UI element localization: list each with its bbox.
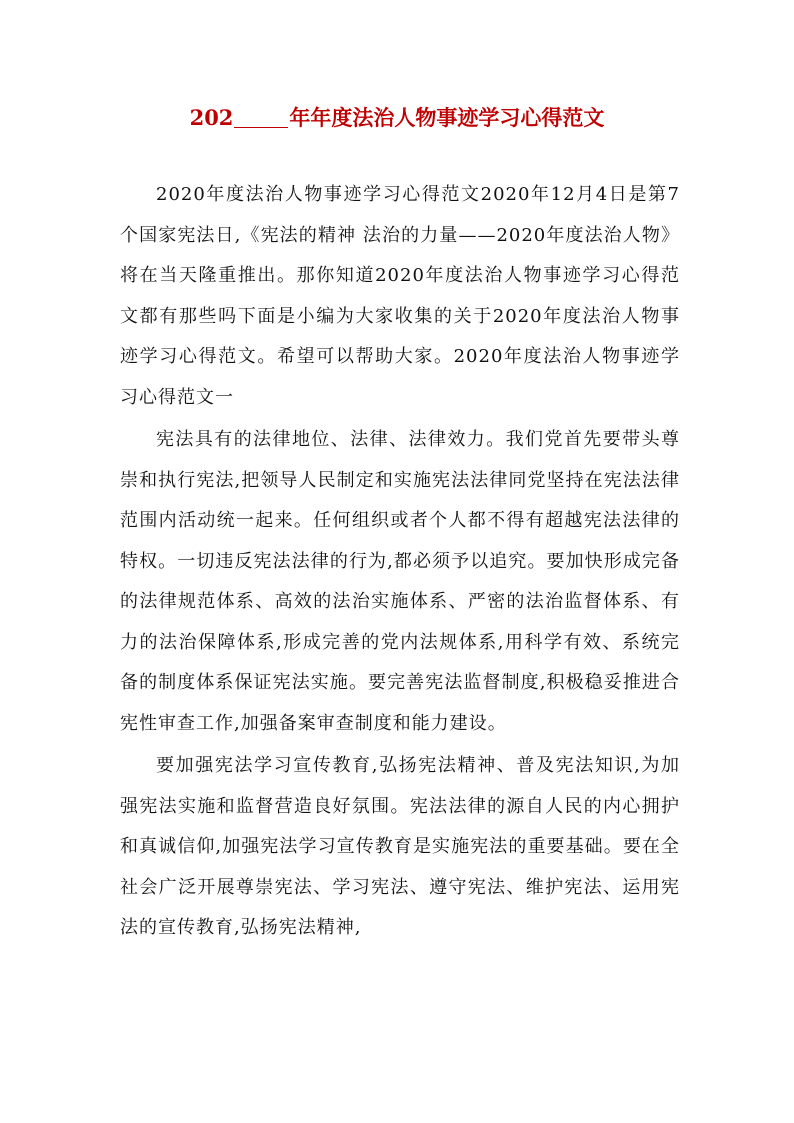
document-title	[0, 100, 794, 136]
title-year-prefix: 202	[189, 105, 234, 130]
paragraph-constitution-status: 宪法具有的法律地位、法律、法律效力。我们党首先要带头尊崇和执行宪法,把领导人民制定和实施宪法法律同党坚持在宪法法律范围内活动统一起来。任何组织或者个人都不得有超越宪法法律的特权。一切违反宪法法律的行为,都必须予以追究。要加快形成完备的法律规范体系、高效的法治实施体系、严密的法治监督体系、有力的法治保障体系,形成完善的党内法规体系,用科学有效、系统完备的制度体系保证宪法实施。要完善宪法监督制度,积极稳妥推进合宪性审查工作,加强备案审查制度和能力建设。	[120, 429, 680, 734]
document-body	[120, 175, 680, 949]
title-blank-underline	[234, 103, 288, 128]
title-text: 年年度法治人物事迹学习心得范文	[289, 105, 605, 130]
paragraph-intro: 2020年度法治人物事迹学习心得范文2020年12月4日是第7个国家宪法日,《宪法的精神 法治的力量——2020年度法治人物》将在当天隆重推出。那你知道2020年度法治人物事迹学习心得范文都有那些吗下面是小编为大家收集的关于2020年度法治人物事迹学习心得范文。希望可以帮助大家。2020年度法治人物事迹学习心得范文一	[120, 184, 680, 408]
paragraph-constitution-education: 要加强宪法学习宣传教育,弘扬宪法精神、普及宪法知识,为加强宪法实施和监督营造良好氛围。宪法法律的源自人民的内心拥护和真诚信仰,加强宪法学习宣传教育是实施宪法的重要基础。要在全社会广泛开展尊崇宪法、学习宪法、遵守宪法、维护宪法、运用宪法的宣传教育,弘扬宪法精神,	[120, 755, 680, 938]
